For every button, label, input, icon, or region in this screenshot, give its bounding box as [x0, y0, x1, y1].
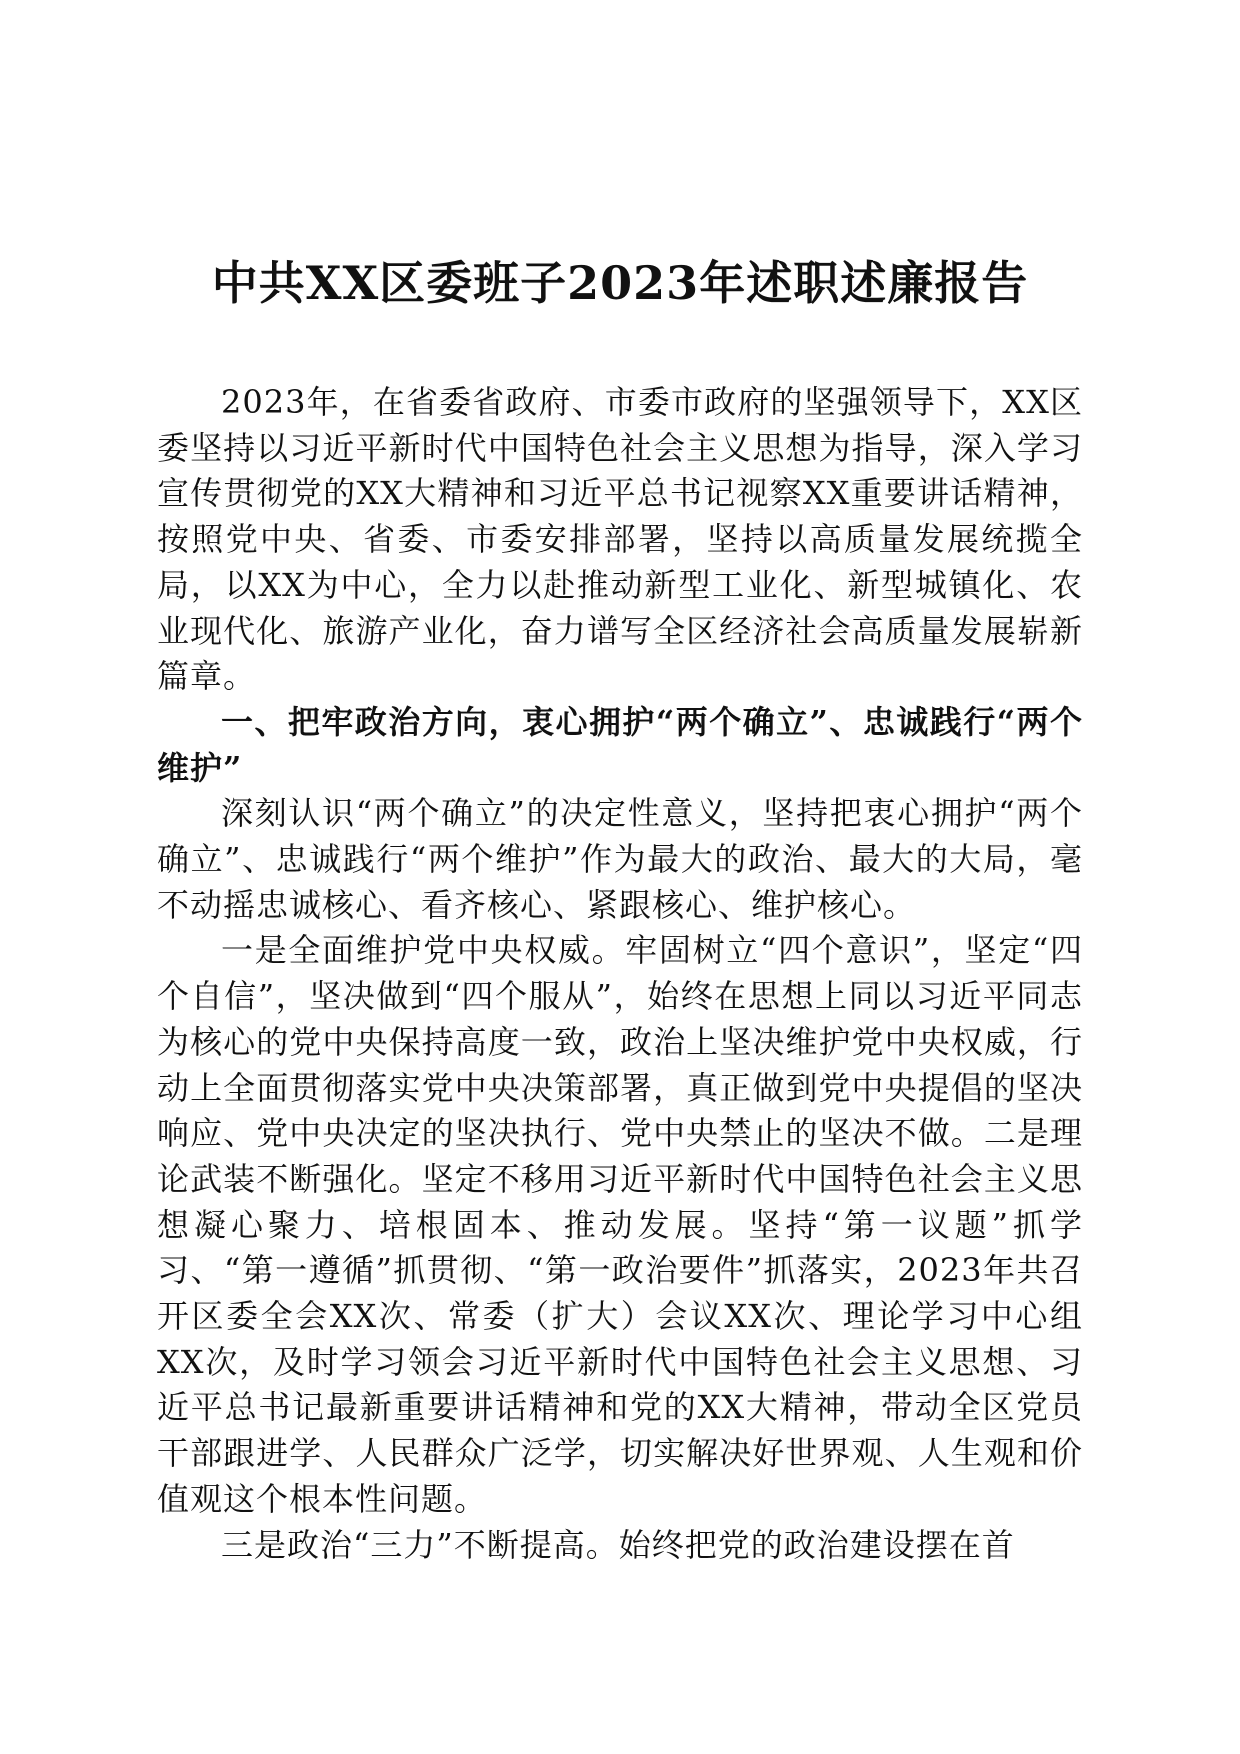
section-heading-1: 一、把牢政治方向，衷心拥护“两个确立”、忠诚践行“两个维护”	[157, 702, 1083, 787]
intro-paragraph: 2023年，在省委省政府、市委市政府的坚强领导下，XX区委坚持以习近平新时代中国特色社会主义思想为指导，深入学习宣传贯彻党的XX大精神和习近平总书记视察XX重要讲话精神，按照党中央、省委、市委安排部署，坚持以高质量发展统揽全局，以XX为中心，全力以赴推动新型工业化、新型城镇化、农业现代化、旅游产业化，奋力谱写全区经济社会高质量发展崭新篇章。	[157, 383, 1083, 696]
section-1-paragraph-2: 一是全面维护党中央权威。牢固树立“四个意识”，坚定“四个自信”，坚决做到“四个服从”，始终在思想上同以习近平同志为核心的党中央保持高度一致，政治上坚决维护党中央权威，行动上全面贯彻落实党中央决策部署，真正做到党中央提倡的坚决响应、党中央决定的坚决执行、党中央禁止的坚决不做。二是理论武装不断强化。坚定不移用习近平新时代中国特色社会主义思想凝心聚力、培根固本、推动发展。坚持“第一议题”抓学习、“第一遵循”抓贯彻、“第一政治要件”抓落实，2023年共召开区委全会XX次、常委（扩大）会议XX次、理论学习中心组XX次，及时学习领会习近平新时代中国特色社会主义思想、习近平总书记最新重要讲话精神和党的XX大精神，带动全区党员干部跟进学、人民群众广泛学，切实解决好世界观、人生观和价值观这个根本性问题。	[157, 931, 1083, 1518]
document-title: 中共XX区委班子2023年述职述廉报告	[211, 256, 1029, 310]
document-body	[157, 380, 1083, 1568]
section-1-paragraph-3: 三是政治“三力”不断提高。始终把党的政治建设摆在首	[221, 1525, 1015, 1564]
section-1-paragraph-1: 深刻认识“两个确立”的决定性意义，坚持把衷心拥护“两个确立”、忠诚践行“两个维护”作为最大的政治、最大的大局，毫不动摇忠诚核心、看齐核心、紧跟核心、维护核心。	[157, 794, 1083, 924]
